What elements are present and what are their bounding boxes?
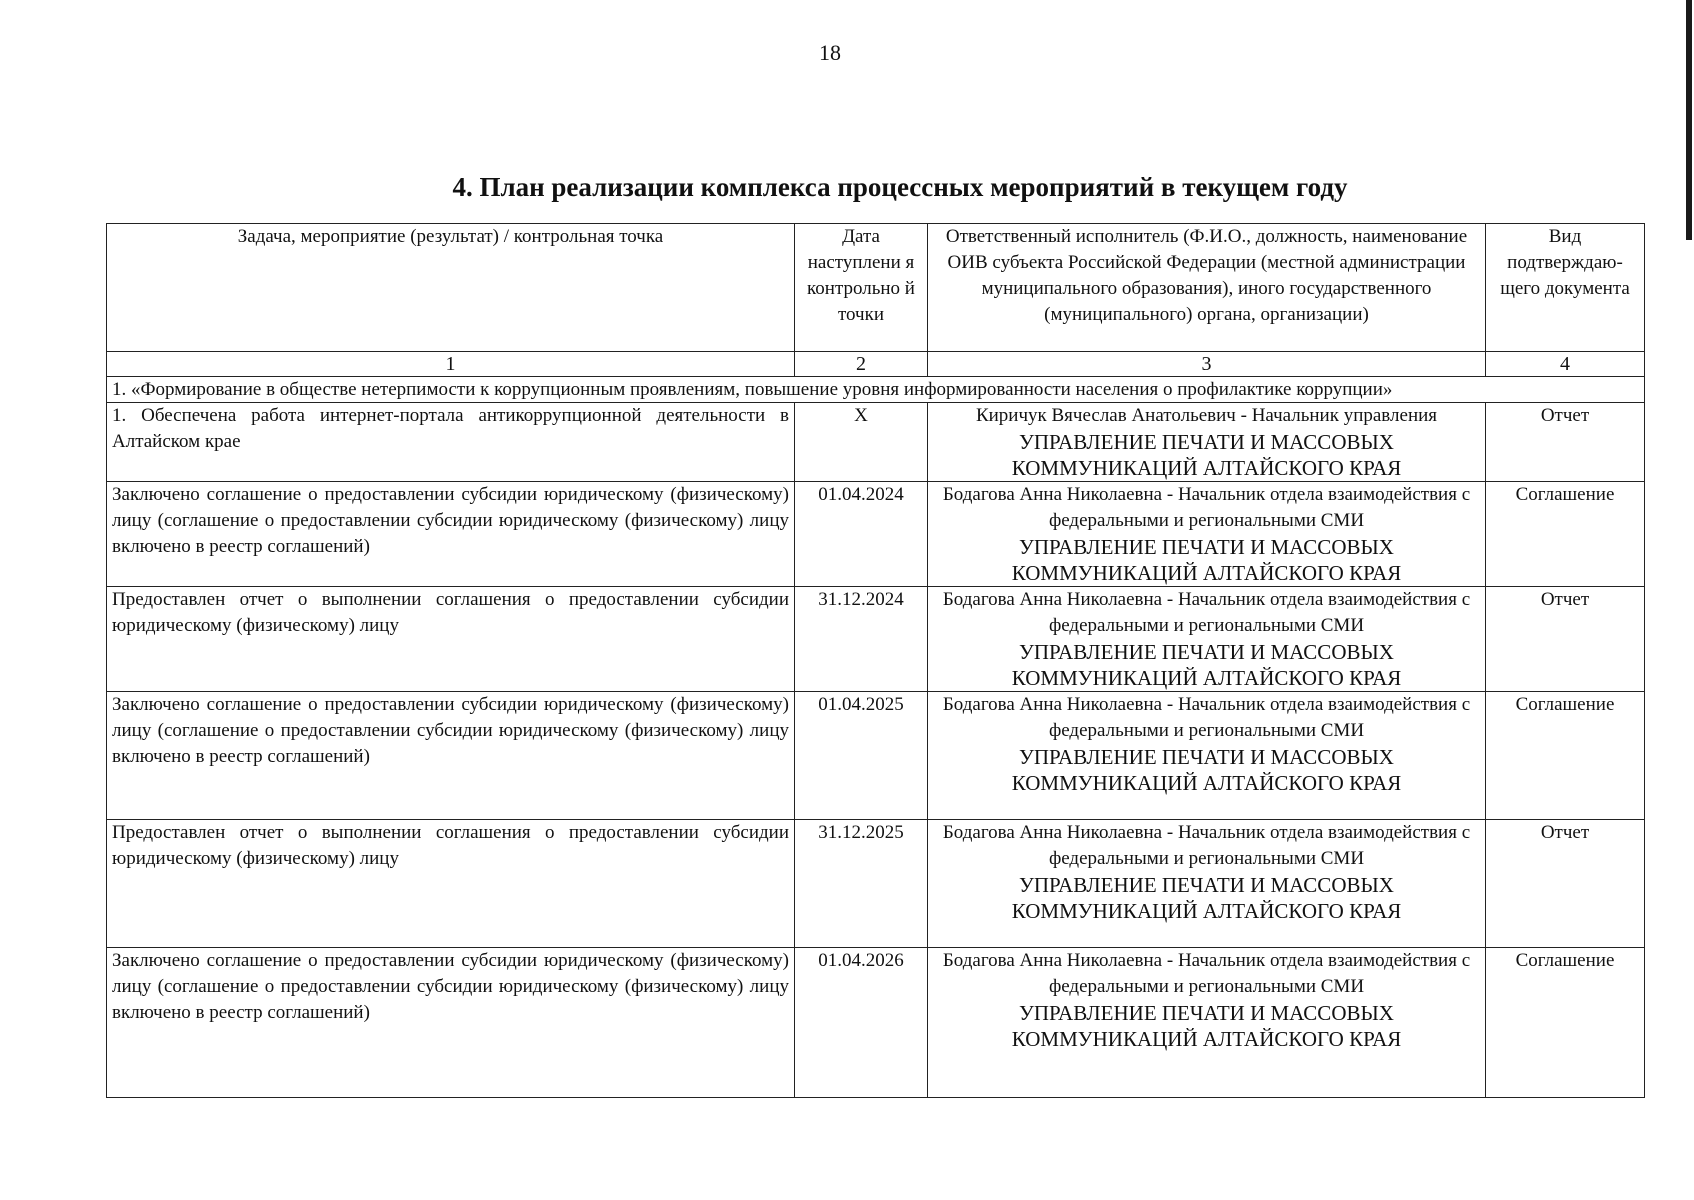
responsible-person: Бодагова Анна Николаевна - Начальник отдела взаимодействия с федеральными и региональными СМИ xyxy=(942,950,1471,997)
responsible-person: Бодагова Анна Николаевна - Начальник отдела взаимодействия с федеральными и региональными СМИ xyxy=(942,694,1471,741)
task-cell: Заключено соглашение о предоставлении субсидии юридическому (физическому) лицу (соглашение о предоставлении субсидии юридическому (физическому) лицу включено в реестр соглашений) xyxy=(107,948,795,1098)
responsible-cell xyxy=(928,403,1486,482)
responsible-organization: УПРАВЛЕНИЕ ПЕЧАТИ И МАССОВЫХ КОММУНИКАЦИЙ АЛТАЙСКОГО КРАЯ xyxy=(1011,640,1402,690)
table-row xyxy=(107,482,1645,587)
responsible-person: Бодагова Анна Николаевна - Начальник отдела взаимодействия с федеральными и региональными СМИ xyxy=(942,589,1471,636)
document-type-cell: Соглашение xyxy=(1486,692,1645,820)
date-cell: 31.12.2024 xyxy=(795,587,928,692)
date-cell: 01.04.2025 xyxy=(795,692,928,820)
task-cell: Предоставлен отчет о выполнении соглашения о предоставлении субсидии юридическому (физическому) лицу xyxy=(107,820,795,948)
responsible-organization: УПРАВЛЕНИЕ ПЕЧАТИ И МАССОВЫХ КОММУНИКАЦИЙ АЛТАЙСКОГО КРАЯ xyxy=(1011,873,1402,923)
column-number: 3 xyxy=(928,352,1486,377)
task-cell: Предоставлен отчет о выполнении соглашения о предоставлении субсидии юридическому (физическому) лицу xyxy=(107,587,795,692)
column-number: 2 xyxy=(795,352,928,377)
header-date: Дата наступлени я контрольно й точки xyxy=(795,224,928,352)
table-row xyxy=(107,403,1645,482)
document-title: 4. План реализации комплекса процессных мероприятий в текущем году xyxy=(452,172,1348,202)
task-cell: Заключено соглашение о предоставлении субсидии юридическому (физическому) лицу (соглашение о предоставлении субсидии юридическому (физическому) лицу включено в реестр соглашений) xyxy=(107,692,795,820)
date-cell: X xyxy=(795,403,928,482)
responsible-cell xyxy=(928,948,1486,1098)
responsible-cell xyxy=(928,820,1486,948)
responsible-organization: УПРАВЛЕНИЕ ПЕЧАТИ И МАССОВЫХ КОММУНИКАЦИЙ АЛТАЙСКОГО КРАЯ xyxy=(1011,430,1402,480)
responsible-organization: УПРАВЛЕНИЕ ПЕЧАТИ И МАССОВЫХ КОММУНИКАЦИЙ АЛТАЙСКОГО КРАЯ xyxy=(1011,745,1402,795)
responsible-organization: УПРАВЛЕНИЕ ПЕЧАТИ И МАССОВЫХ КОММУНИКАЦИЙ АЛТАЙСКОГО КРАЯ xyxy=(1011,1001,1402,1051)
responsible-person: Бодагова Анна Николаевна - Начальник отдела взаимодействия с федеральными и региональными СМИ xyxy=(942,484,1471,531)
header-task: Задача, мероприятие (результат) / контрольная точка xyxy=(107,224,795,352)
column-number-row xyxy=(107,352,1645,377)
date-cell: 01.04.2026 xyxy=(795,948,928,1098)
document-type-cell: Отчет xyxy=(1486,820,1645,948)
date-cell: 01.04.2024 xyxy=(795,482,928,587)
table-row xyxy=(107,587,1645,692)
plan-table xyxy=(106,223,1645,1098)
document-type-cell: Отчет xyxy=(1486,587,1645,692)
responsible-cell xyxy=(928,692,1486,820)
responsible-cell xyxy=(928,482,1486,587)
responsible-cell xyxy=(928,587,1486,692)
section-row xyxy=(107,377,1645,403)
responsible-person: Бодагова Анна Николаевна - Начальник отдела взаимодействия с федеральными и региональными СМИ xyxy=(942,822,1471,869)
header-row xyxy=(107,224,1645,352)
date-cell: 31.12.2025 xyxy=(795,820,928,948)
scan-edge-mark xyxy=(1686,0,1692,240)
header-document-type: Вид подтверждаю- щего документа xyxy=(1486,224,1645,352)
responsible-person: Киричук Вячеслав Анатольевич - Начальник управления xyxy=(975,405,1438,426)
responsible-organization: УПРАВЛЕНИЕ ПЕЧАТИ И МАССОВЫХ КОММУНИКАЦИЙ АЛТАЙСКОГО КРАЯ xyxy=(1011,535,1402,585)
header-responsible: Ответственный исполнитель (Ф.И.О., должность, наименование ОИВ субъекта Российской Федерации (местной администрации муниципального образования), иного государственного (муниципального) органа, организации) xyxy=(928,224,1486,352)
document-type-cell: Отчет xyxy=(1486,403,1645,482)
task-cell: 1. Обеспечена работа интернет-портала антикоррупционной деятельности в Алтайском крае xyxy=(107,403,795,482)
table-row xyxy=(107,948,1645,1098)
page-number: 18 xyxy=(819,40,841,65)
document-type-cell: Соглашение xyxy=(1486,482,1645,587)
document-type-cell: Соглашение xyxy=(1486,948,1645,1098)
section-title: 1. «Формирование в обществе нетерпимости к коррупционным проявлениям, повышение уровня информированности населения о профилактике коррупции» xyxy=(107,377,1645,403)
table-row xyxy=(107,820,1645,948)
column-number: 1 xyxy=(107,352,795,377)
table-row xyxy=(107,692,1645,820)
task-cell: Заключено соглашение о предоставлении субсидии юридическому (физическому) лицу (соглашение о предоставлении субсидии юридическому (физическому) лицу включено в реестр соглашений) xyxy=(107,482,795,587)
column-number: 4 xyxy=(1486,352,1645,377)
